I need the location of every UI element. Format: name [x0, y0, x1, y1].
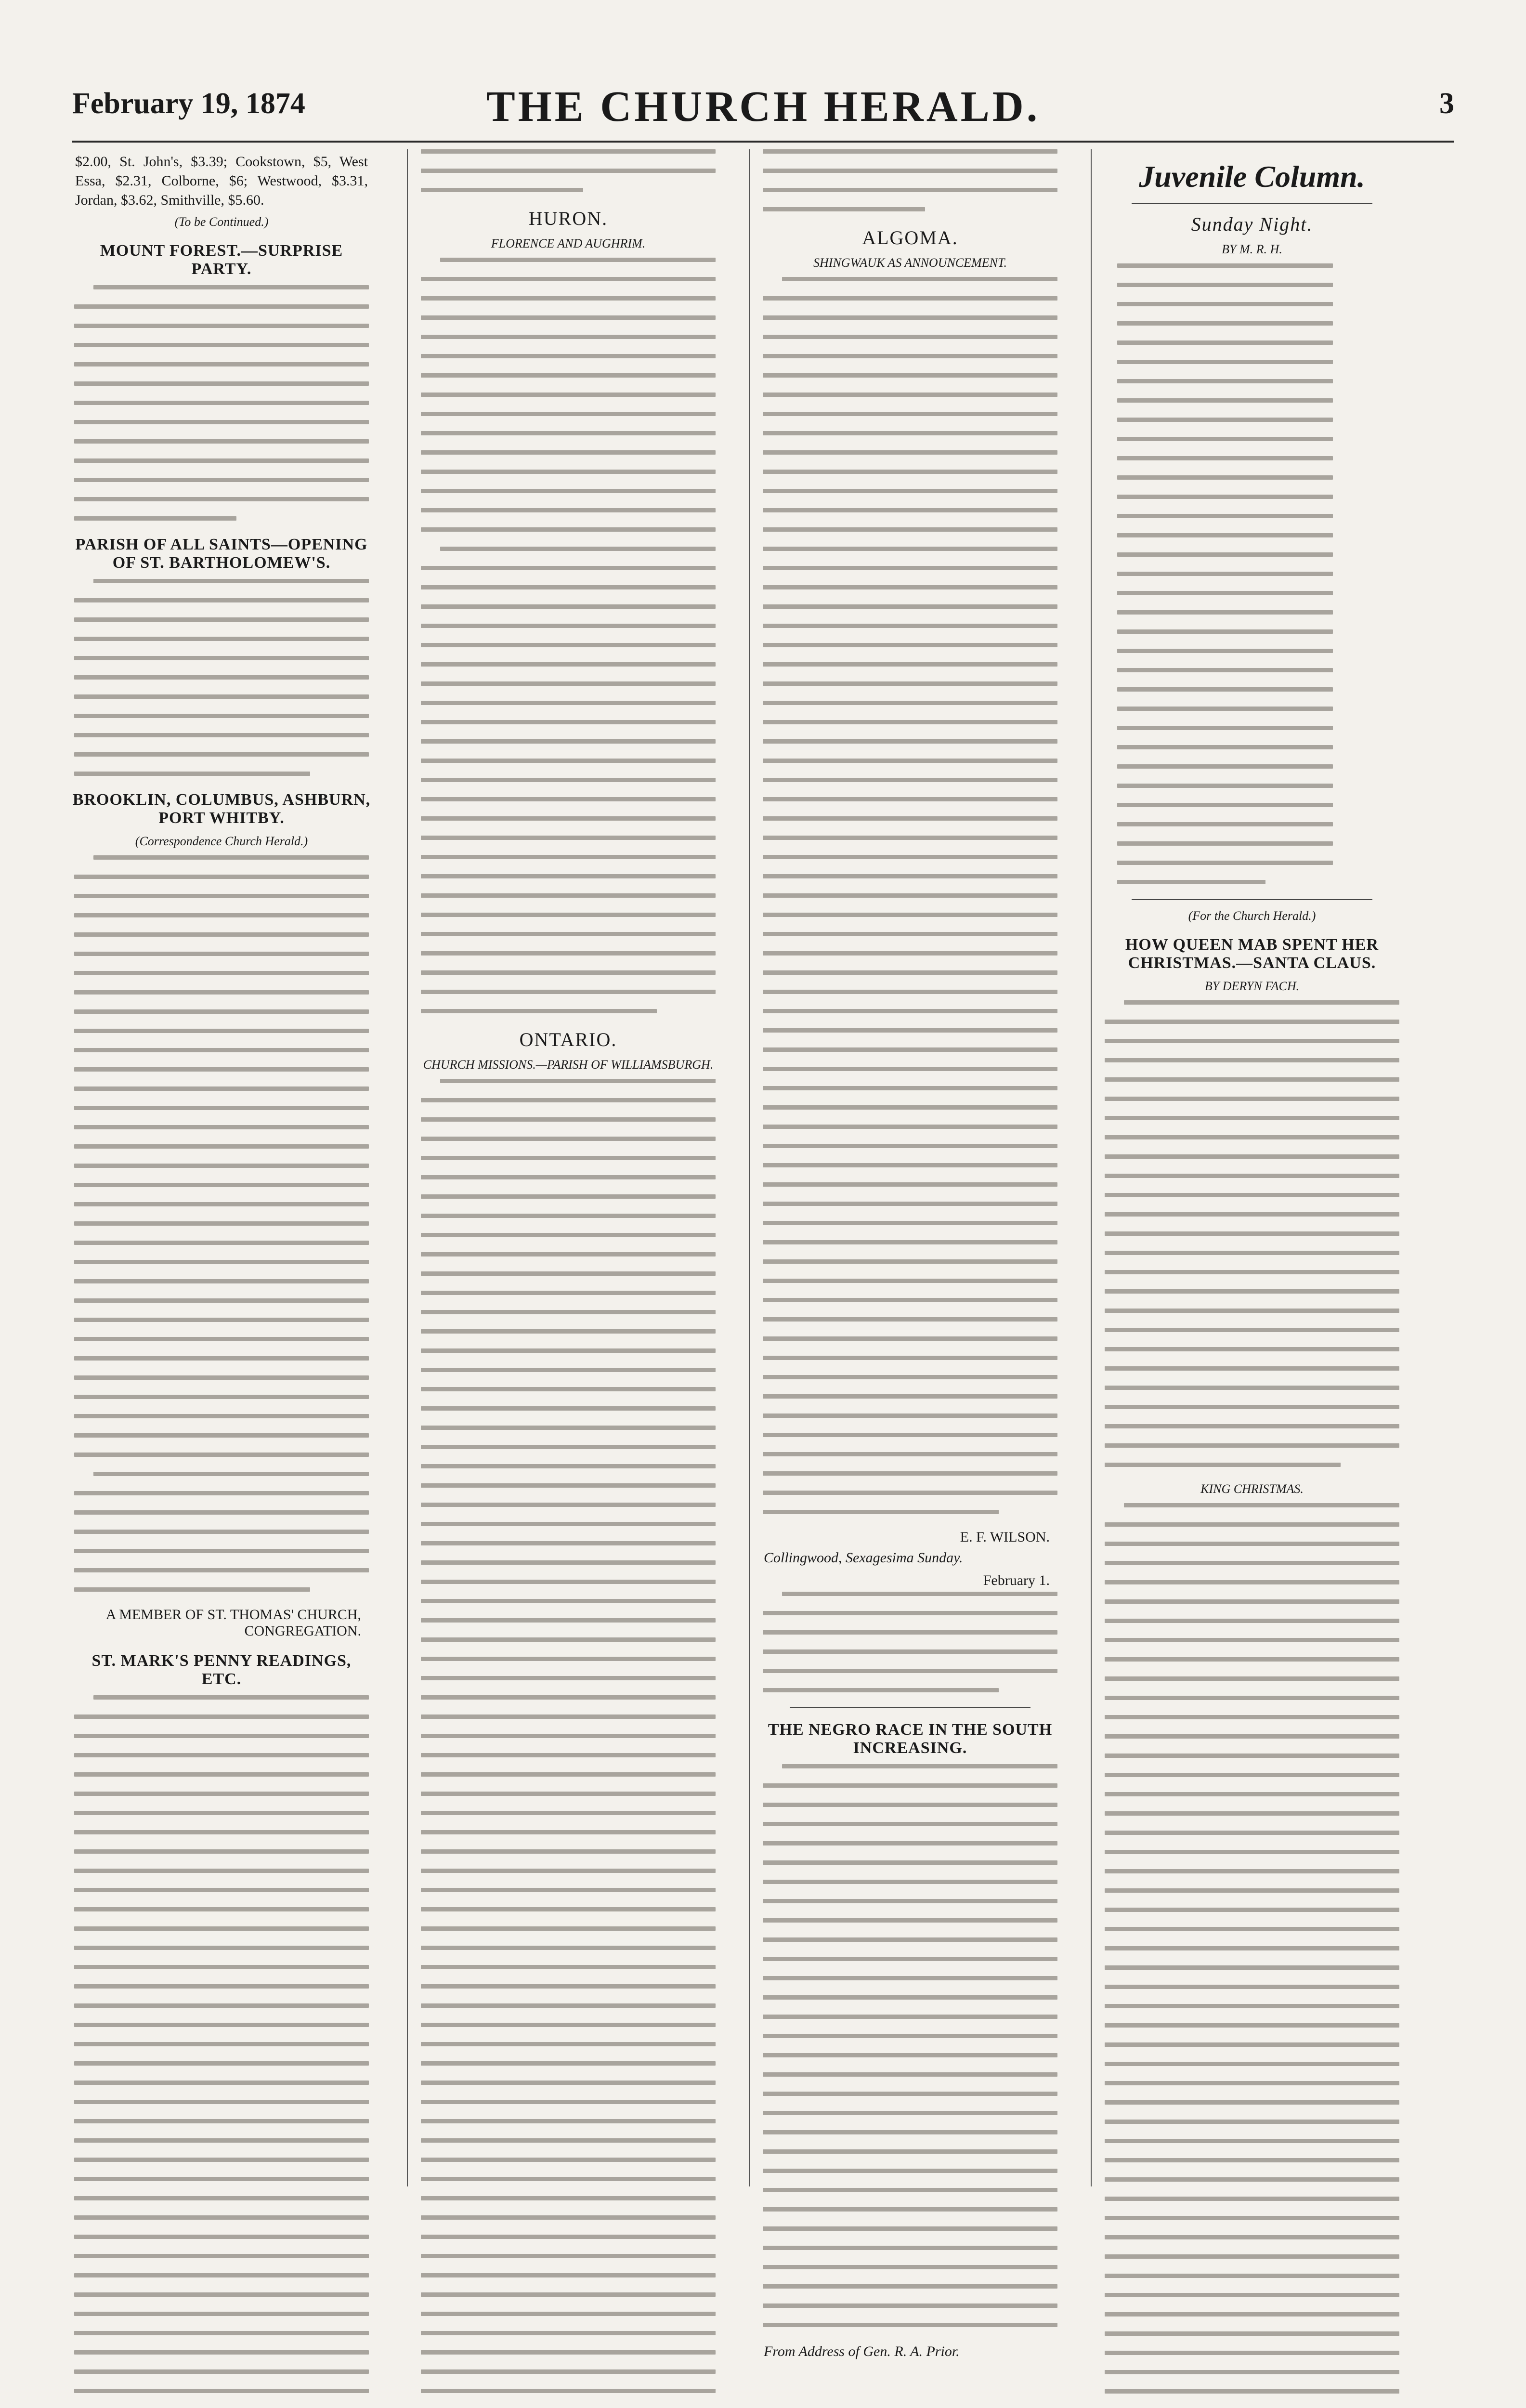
- section-separator: [1132, 899, 1372, 900]
- date-line: February 1.: [983, 1572, 1050, 1588]
- story-author: BY DERYN FACH.: [1204, 979, 1300, 993]
- letter-body: [763, 1592, 1057, 1692]
- story-note: (For the Church Herald.): [1188, 909, 1316, 923]
- article-body: [763, 277, 1057, 1514]
- author-signature: E. F. WILSON.: [960, 1529, 1050, 1545]
- article-subheading: SHINGWAUK AS ANNOUNCEMENT.: [813, 256, 1007, 270]
- issue-date: February 19, 1874: [72, 87, 305, 120]
- masthead-rule: [72, 141, 1454, 143]
- article-source: From Address of Gen. R. A. Prior.: [764, 2343, 960, 2359]
- article-body: [421, 149, 716, 192]
- section-separator: [790, 1707, 1030, 1708]
- column-2: [419, 149, 717, 2186]
- article-heading: ONTARIO.: [519, 1029, 617, 1050]
- article-heading: PARISH OF ALL SAINTS—OPENING OF ST. BARTHOLOMEW'S.: [75, 536, 368, 572]
- story-body: [1105, 1000, 1399, 1467]
- article-subheading: (Correspondence Church Herald.): [135, 834, 308, 848]
- article-body: [421, 258, 716, 1013]
- lead-paragraph: $2.00, St. John's, $3.39; Cookstown, $5, West Essa, $2.31, Colborne, $6; Westwood, $3.31, Jordan, $3.62, Smithville, $5.60.: [75, 154, 368, 208]
- column-divider: [749, 149, 750, 2186]
- article-heading: BROOKLIN, COLUMBUS, ASHBURN, PORT WHITBY.: [72, 791, 371, 827]
- column-divider: [1091, 149, 1092, 2186]
- column-1: [72, 149, 371, 2186]
- column-3: [761, 149, 1059, 2359]
- masthead: [72, 82, 1454, 140]
- article-body: [421, 1079, 716, 2408]
- poem-title: Sunday Night.: [1191, 213, 1313, 235]
- article-body: [74, 579, 369, 776]
- column-divider: [407, 149, 408, 2186]
- page-number: 3: [1439, 87, 1454, 120]
- article-body: [763, 1764, 1057, 2327]
- column-4: [1103, 149, 1401, 2186]
- article-body: [74, 855, 369, 1592]
- article-signoff: A MEMBER OF ST. THOMAS' CHURCH, CONGREGATION.: [105, 1607, 361, 1639]
- story-subheading: KING CHRISTMAS.: [1200, 1482, 1304, 1496]
- place-line: Collingwood, Sexagesima Sunday.: [764, 1550, 963, 1566]
- article-body: [74, 1695, 369, 2408]
- article-heading: MOUNT FOREST.—SURPRISE PARTY.: [100, 242, 343, 278]
- article-heading: ST. MARK'S PENNY READINGS, ETC.: [91, 1652, 352, 1688]
- story-body: [1105, 1503, 1399, 2408]
- poem-body: [1117, 263, 1387, 884]
- article-heading: HURON.: [528, 208, 608, 229]
- story-title: HOW QUEEN MAB SPENT HER CHRISTMAS.—SANTA CLAUS.: [1125, 936, 1379, 972]
- article-subheading: FLORENCE AND AUGHRIM.: [491, 236, 646, 250]
- article-heading: THE NEGRO RACE IN THE SOUTH INCREASING.: [768, 1721, 1053, 1757]
- article-body: [763, 149, 1057, 211]
- section-separator: [1132, 203, 1372, 204]
- article-heading: ALGOMA.: [862, 227, 958, 249]
- poem-author: BY M. R. H.: [1222, 242, 1282, 256]
- newspaper-title: THE CHURCH HERALD.: [486, 83, 1041, 131]
- section-title: Juvenile Column.: [1139, 159, 1365, 194]
- continued-note: (To be Continued.): [174, 215, 269, 229]
- article-subheading: CHURCH MISSIONS.—PARISH OF WILLIAMSBURGH.: [423, 1058, 714, 1072]
- article-body: [74, 285, 369, 521]
